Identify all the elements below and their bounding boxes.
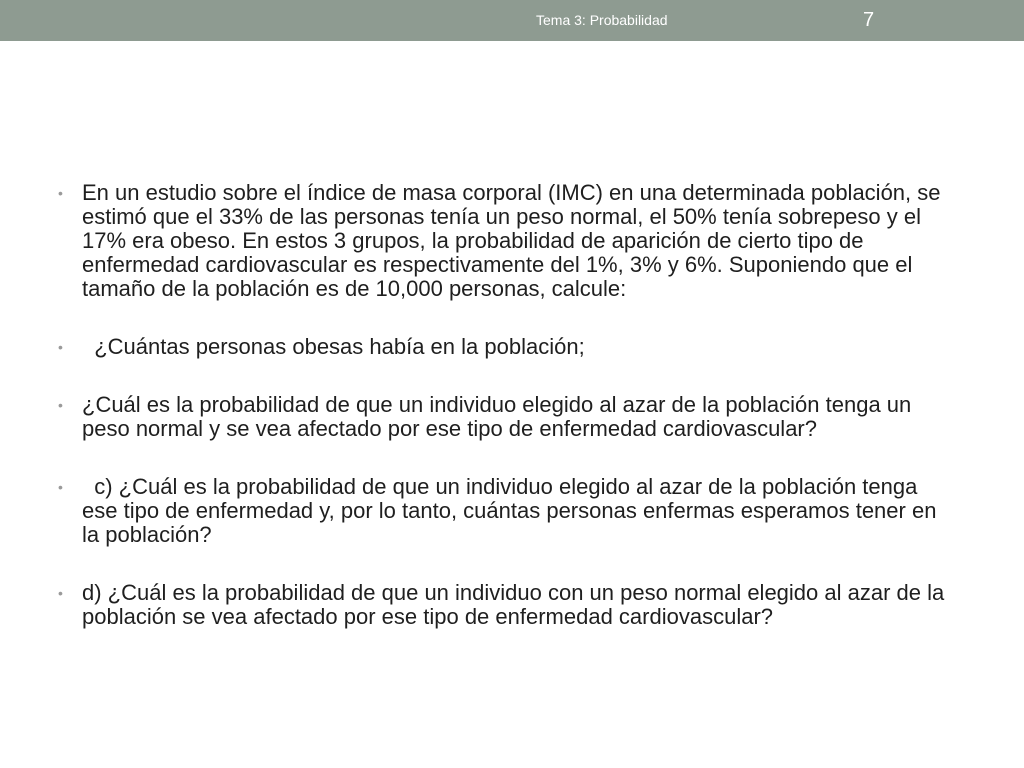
header-bar xyxy=(0,0,1024,41)
bullet-text: d) ¿Cuál es la probabilidad de que un individuo con un peso normal elegido al azar de la población se vea afectado por ese tipo de enfermedad cardiovascular? xyxy=(82,580,945,629)
bullet-icon: • xyxy=(58,397,63,413)
bullet-icon: • xyxy=(58,585,63,601)
bullet-item xyxy=(56,581,956,629)
bullet-text: ¿Cuántas personas obesas había en la población; xyxy=(82,334,585,359)
bullet-item xyxy=(56,181,956,301)
slide-content xyxy=(56,181,956,629)
bullet-item xyxy=(56,393,956,441)
bullet-text: En un estudio sobre el índice de masa corporal (IMC) en una determinada población, se estimó que el 33% de las personas tenía un peso normal, el 50% tenía sobrepeso y el 17% era obeso. En estos 3 grupos, la probabilidad de aparición de cierto tipo de enfermedad cardiovascular es respectivamente del 1%, 3% y 6%. Suponiendo que el tamaño de la población es de 10,000 personas, calcule: xyxy=(82,180,941,301)
bullet-icon: • xyxy=(58,185,63,201)
bullet-icon: • xyxy=(58,479,63,495)
bullet-icon: • xyxy=(58,339,63,355)
bullet-text: c) ¿Cuál es la probabilidad de que un individuo elegido al azar de la población tenga ese tipo de enfermedad y, por lo tanto, cuántas personas enfermas esperamos tener en la población? xyxy=(82,474,943,547)
page-number: 7 xyxy=(863,9,875,31)
bullet-item xyxy=(56,335,956,359)
bullet-text: ¿Cuál es la probabilidad de que un individuo elegido al azar de la población tenga un peso normal y se vea afectado por ese tipo de enfermedad cardiovascular? xyxy=(82,392,912,441)
slide-topic-title: Tema 3: Probabilidad xyxy=(536,12,668,28)
bullet-item xyxy=(56,475,956,547)
